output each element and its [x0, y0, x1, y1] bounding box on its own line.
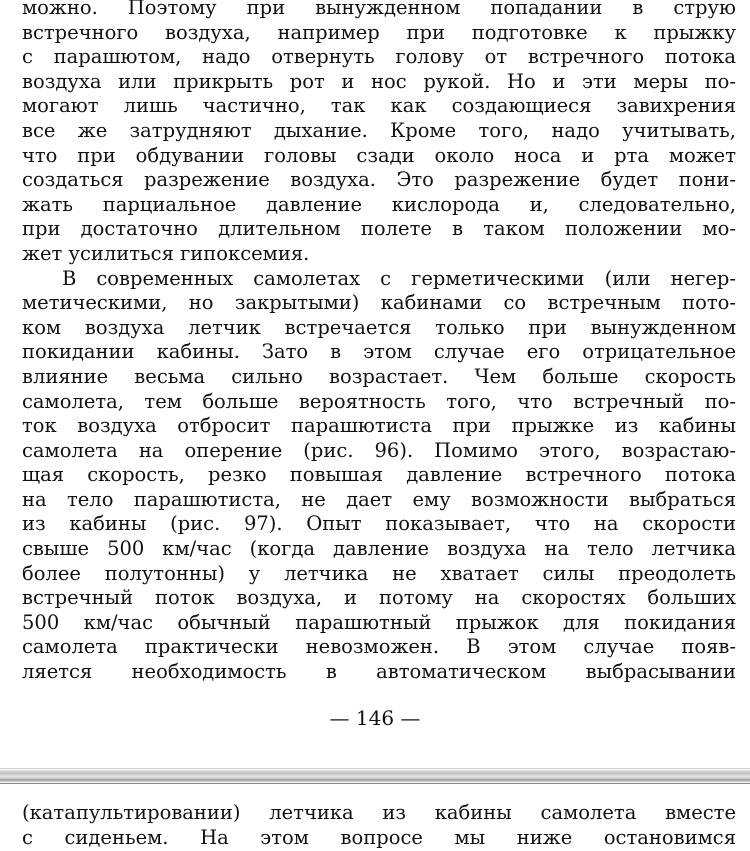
- text-line: более полутонны) у летчика не хватает силы преодолеть: [22, 561, 736, 585]
- text-line: из кабины (рис. 97). Опыт показывает, что на скорости: [22, 512, 736, 536]
- next-page-text: [22, 801, 736, 850]
- text-line: жет усилиться гипоксемия.: [22, 241, 310, 265]
- text-line: влияние весьма сильно возрастает. Чем больше скорость: [22, 364, 736, 388]
- text-line: можно. Поэтому при вынужденном попадании в струю: [22, 0, 736, 19]
- text-line: на тело парашютиста, не дает ему возможности выбраться: [22, 487, 736, 511]
- text-line: ляется необходимость в автоматическом выбрасывании: [22, 660, 736, 684]
- text-line: могают лишь частично, так как создающиеся завихрения: [22, 94, 736, 118]
- text-line: метическими, но закрытыми) кабинами со встречным пото-: [22, 291, 736, 315]
- text-line: щая скорость, резко повышая давление встречного потока: [22, 463, 736, 487]
- page-146-text: [22, 0, 736, 685]
- book-page-next: [0, 786, 750, 851]
- text-line: с парашютом, надо отвернуть голову от встречного потока: [22, 45, 736, 69]
- text-line: жать парциальное давление кислорода и, следовательно,: [22, 192, 736, 216]
- text-line: ком воздуха летчик встречается только при вынужденном: [22, 315, 736, 339]
- text-line: все же затрудняют дыхание. Кроме того, надо учитывать,: [22, 118, 736, 142]
- text-line: создаться разрежение воздуха. Это разрежение будет пони-: [22, 168, 736, 192]
- text-line: самолета практически невозможен. В этом случае появ-: [22, 635, 736, 659]
- page-number: — 146 —: [329, 706, 421, 730]
- text-line: (катапультировании) летчика из кабины самолета вместе: [22, 801, 736, 824]
- text-line: свыше 500 км/час (когда давление воздуха на тело летчика: [22, 537, 736, 561]
- text-line: с сиденьем. На этом вопросе мы ниже остановимся: [22, 825, 736, 849]
- text-line: воздуха или прикрыть рот и нос рукой. Но и эти меры по-: [22, 69, 736, 93]
- page-separator: [0, 768, 750, 784]
- text-line: ток воздуха отбросит парашютиста при прыжке из кабины: [22, 414, 736, 438]
- text-line: самолета на оперение (рис. 96). Помимо этого, возрастаю-: [22, 438, 736, 462]
- text-line: самолета, тем больше вероятность того, что встречный по-: [22, 389, 736, 413]
- paragraph-first-line: В современных самолетах с герметическими (или негер-: [62, 266, 736, 290]
- text-line: при достаточно длительном полете в таком положении мо-: [22, 217, 736, 241]
- text-line: встречного воздуха, например при подготовке к прыжку: [22, 20, 736, 44]
- text-line: покидании кабины. Зато в этом случае его отрицательное: [22, 340, 736, 364]
- text-line: что при обдувании головы сзади около носа и рта может: [22, 143, 736, 167]
- text-line: встречный поток воздуха, и потому на скоростях больших: [22, 586, 736, 610]
- text-line: 500 км/час обычный парашютный прыжок для покидания: [22, 610, 736, 634]
